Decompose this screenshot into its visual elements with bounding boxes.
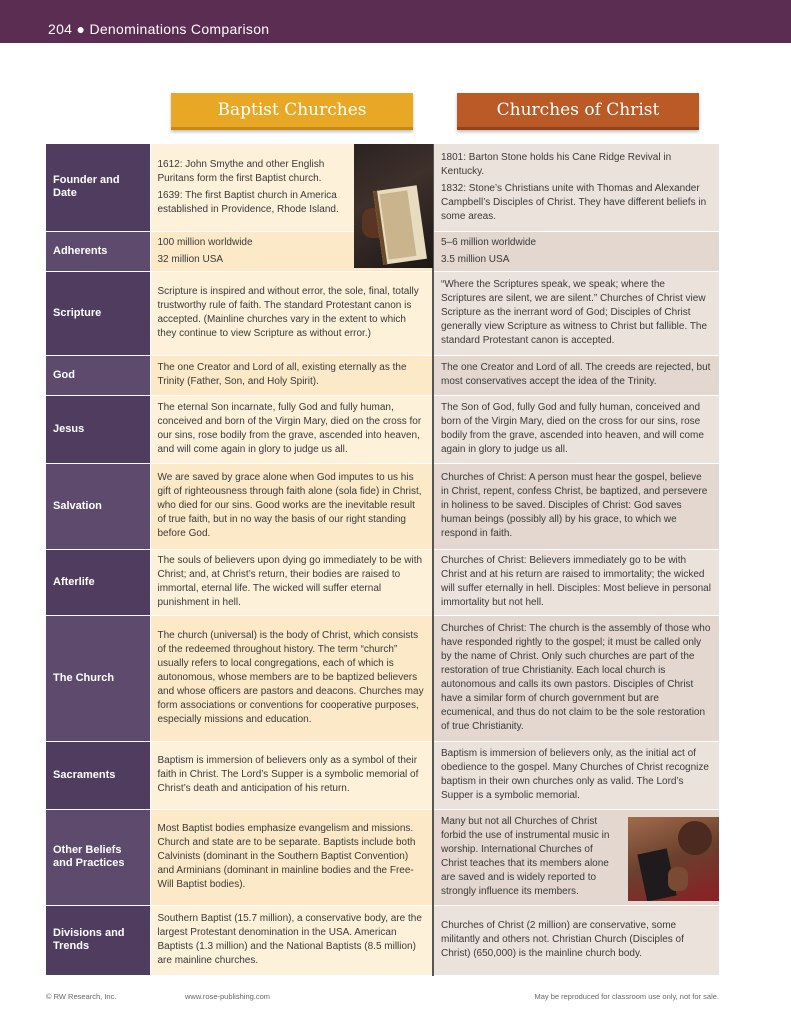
comparison-table — [46, 144, 719, 976]
cell-text: 1612: John Smythe and other English Puritans form the first Baptist church. — [157, 158, 325, 184]
table-row — [46, 905, 719, 975]
baptist-cell — [150, 463, 433, 549]
cell-text: The Son of God, fully God and fully human, conceived and born of the Virgin Mary, died on the cross for our sins, rose bodily from the grave, ascended into heaven, and will come again in glory to judge us all. — [441, 402, 704, 455]
row-label: Scripture — [46, 271, 150, 355]
cell-text: 1832: Stone’s Christians unite with Thomas and Alexander Campbell’s Disciples of Christ. They have different beliefs in some areas. — [441, 182, 707, 222]
cell-text: 5–6 million worldwide — [441, 236, 537, 248]
cell-text: The eternal Son incarnate, fully God and fully human, conceived and born of the Virgin Mary, died on the cross for our sins, rose bodily from the grave, ascended into heaven, and will come again in glory to judge us all. — [157, 402, 422, 455]
table-row — [46, 615, 719, 741]
cell-text: 1801: Barton Stone holds his Cane Ridge Revival in Kentucky. — [441, 151, 672, 177]
cell-text: Churches of Christ: The church is the assembly of those who have responded rightly to the gospel; it must be called only by the name of Christ. Only such churches are part of the restoration of true Christianity. Each local church is autonomous and calls its own pastors. Disciples of Christ have a similar form of church government but are ecumenical, and thus do not claim to be the sole restoration of true Christianity. — [441, 623, 711, 732]
section-title: Denominations Comparison — [89, 21, 270, 37]
table-row — [46, 355, 719, 395]
praying-photo — [628, 817, 719, 901]
table-row — [46, 463, 719, 549]
cell-text: “Where the Scriptures speak, we speak; where the Scriptures are silent, we are silent.” Churches of Christ view Scripture as the inerrant word of God; Disciples of Christ generally view Scripture as witness to Christ but fallible. The standard Protestant canon is accepted. — [441, 279, 708, 346]
top-header-bar — [0, 0, 791, 43]
cell-text: The one Creator and Lord of all, existing eternally as the Trinity (Father, Son, and Holy Spirit). — [157, 362, 407, 387]
column-header-churches-of-christ: Churches of Christ — [457, 93, 699, 130]
cell-text: Southern Baptist (15.7 million), a conservative body, are the largest Protestant denomination in the USA. American Baptists (1.3 million) and the National Baptists (8.5 million) are mainline churches. — [157, 913, 422, 966]
row-label: Sacraments — [46, 741, 150, 809]
table-row — [46, 395, 719, 463]
table-row — [46, 741, 719, 809]
coc-cell — [433, 395, 719, 463]
cell-text: We are saved by grace alone when God imputes to us his gift of righteousness through faith alone (sola fide) in Christ, who died for our sins. Good works are the inevitable result of true faith, but in no way the basis of our right standing before God. — [157, 472, 422, 539]
row-label: Afterlife — [46, 549, 150, 615]
baptist-cell — [150, 355, 433, 395]
baptist-cell — [150, 741, 433, 809]
baptist-cell — [150, 395, 433, 463]
bullet-icon: ● — [76, 21, 86, 37]
baptist-cell — [150, 905, 433, 975]
cell-text: 1639: The first Baptist church in America established in Providence, Rhode Island. — [157, 189, 339, 215]
cell-text: Baptism is immersion of believers only, as the initial act of obedience to the gospel. Many Churches of Christ recognize baptism in their own churches only as valid. The Lord’s Supper is a symbolic memorial. — [441, 748, 709, 801]
cell-text: Churches of Christ: A person must hear the gospel, believe in Christ, repent, confess Christ, be baptized, and persevere in holiness to be saved. Disciples of Christ: God saves human beings (possibly all) by his grace, to which we respond in faith. — [441, 472, 708, 539]
coc-cell — [433, 741, 719, 809]
cell-text: Churches of Christ: Believers immediately go to be with Christ and at his return are raised to immortality; the wicked will suffer eternally in hell. Disciples: Most believe in personal immortality but not hell. — [441, 555, 711, 608]
row-label: The Church — [46, 615, 150, 741]
cell-text: Many but not all Churches of Christ forbid the use of instrumental music in worship. International Churches of Christ teaches that its members alone are saved and is widely reported to strongly influence its members. — [441, 816, 610, 897]
cell-text: Most Baptist bodies emphasize evangelism and missions. Church and state are to be separate. Baptists include both Calvinists (dominant in the Southern Baptist Convention) and Arminians (dominant in mainline bodies and the Free-Will Baptist bodies). — [157, 823, 416, 890]
coc-cell — [433, 231, 719, 271]
coc-cell — [433, 905, 719, 975]
row-label: Divisions and Trends — [46, 905, 150, 975]
coc-cell — [433, 615, 719, 741]
baptist-cell — [150, 809, 433, 905]
column-header-baptist: Baptist Churches — [171, 93, 413, 130]
coc-cell — [433, 463, 719, 549]
cell-text: 32 million USA — [157, 253, 224, 265]
table-row — [46, 809, 719, 905]
baptist-cell — [150, 549, 433, 615]
cell-text: The church (universal) is the body of Christ, which consists of the redeemed throughout history. The term “church” usually refers to local congregations, each of which is autonomous, whose members are to be baptized believers and whose officers are pastors and deacons. Churches may form associations or conventions for cooperative purposes, especially missions and education. — [157, 630, 424, 725]
table-row — [46, 549, 719, 615]
page-number: 204 — [48, 21, 73, 37]
row-label: Founder and Date — [46, 144, 150, 231]
cell-text: The souls of believers upon dying go immediately to be with Christ; and, at Christ’s return, their bodies are raised to immortal, eternal life. The wicked will suffer eternal punishment in hell. — [157, 555, 423, 608]
coc-cell — [433, 549, 719, 615]
cell-text: Baptism is immersion of believers only as a symbol of their faith in Christ. The Lord’s Supper is a symbolic memorial of Christ’s death and anticipation of his return. — [157, 755, 419, 794]
row-label: Other Beliefs and Practices — [46, 809, 150, 905]
cell-text: Scripture is inspired and without error, the sole, final, totally trustworthy rule of faith. The standard Protestant canon is accepted. (Mainline churches vary in the extent to which they continue to view Scripture as without error.) — [157, 286, 419, 339]
row-label: Jesus — [46, 395, 150, 463]
cell-text: 3.5 million USA — [441, 253, 510, 265]
cell-text: The one Creator and Lord of all. The creeds are rejected, but most conservatives accept the idea of the Trinity. — [441, 362, 711, 387]
row-label: God — [46, 355, 150, 395]
table-row — [46, 271, 719, 355]
coc-cell — [433, 355, 719, 395]
baptist-cell — [150, 615, 433, 741]
coc-cell — [433, 271, 719, 355]
bible-photo — [354, 144, 433, 268]
baptist-cell — [150, 271, 433, 355]
row-label: Adherents — [46, 231, 150, 271]
footer-notice: May be reproduced for classroom use only, not for sale. — [534, 992, 719, 1001]
row-label: Salvation — [46, 463, 150, 549]
coc-cell — [433, 144, 719, 231]
page-header — [48, 21, 269, 37]
cell-text: Churches of Christ (2 million) are conservative, some militantly and others not. Christian Church (Disciples of Christ) (650,000) is the mainline church body. — [441, 920, 684, 959]
footer-copyright: © RW Research, Inc. — [46, 992, 117, 1001]
cell-text: 100 million worldwide — [157, 236, 253, 248]
footer-website[interactable]: www.rose-publishing.com — [185, 992, 271, 1001]
